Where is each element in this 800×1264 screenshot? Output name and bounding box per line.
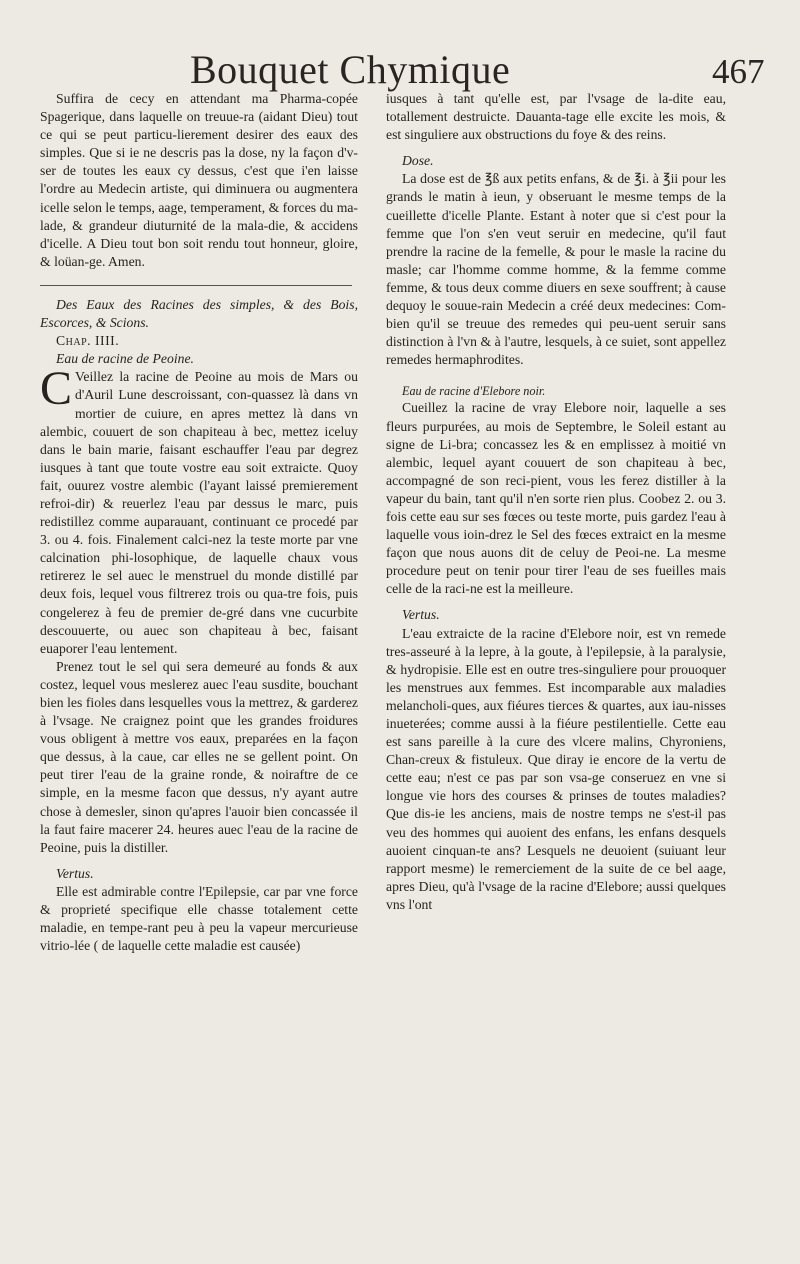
paragraph-elebore-virtues: L'eau extraicte de la racine d'Elebore noir, est vn remede tres-asseuré à la lepre, à la goute, à l'epilepsie, à la paralysie, & hydropisie. Elle est en outre tres-singuliere pour prouoquer les menstrues aux femmes. Est incomparable aux maladies melancholi-ques, aux fiéures tierces & quartes, aux iau-nisses inueterées; comme aussi à la fiéure pestilentielle. Cette eau est sans pareille à la cure des vlcere malins, Chyroniens, Chan-creux & fistuleux. Que diray ie encore de la vertu de cette eau; n'est ce pas par son vsa-ge conseruez en vne si longue vie hors des courses & prinses de toutes maladies? Que dis-ie les anciens, mais de nostre temps ne s'est-il pas veu des hommes qui auoient des enfans, les enfans desquels auoient cinquan-te ans? Lesquels ne deuoient (suiuant leur rapport mesme) le remerciement de la suite de ce bel aage, apres Dieu, qu'à l'vsage de la racine d'Elebore; aussi quelques vns l'ont (386, 625, 726, 912)
paragraph-peoine-preparation: CVeillez la racine de Peoine au mois de Mars ou d'Auril Lune descroissant, con-quassez là dans vn mortier de cuiure, en apres mettez là dans vn alembic, couuert de son chapiteau à bec, mettez iceluy dans le bain marie, faisant eschauffer l'eau par degrez iusques à tant que toute vostre eau soit extraicte. Quoy fait, ouurez vostre alembic (l'ayant laissé premierement refroi-dir) & reuerlez l'eau par dessus le marc, puis redistillez comme auparauant, continuant ce procedé par 3. ou 4. fois. Finalement calci-nez la teste morte par vne calcination phi-losophique, de laquelle chaux vous retirerez le sel auec le menstruel du monde distillé par deux fois, lequel vous filtrerez trois ou qua-tre fois, puis congelerez à feu de premier de-gré dans vne cucurbite descouuerte, ou auec son chapiteau à bec, faisant euaporer l'eau lentement. (40, 362, 358, 656)
paragraph-dose: La dose est de ℥ß aux petits enfans, & de ℥i. à ℥ii pour les grands le matin à ieun, y obseruant le mesme temps de la cueillette d'icelle Plante. Estant à noter que si c'est pour la femme que l'on s'en veut seruir en medecine, qu'il faut prendre la racine de la femelle, & pour le masle la racine du masle; car l'homme comme homme, & la femme comme femme, & tous deux comme diuers en sexe souffrent; à cause dequoy le souue-rain Medecin a créé deux medecines: Com-bien qu'il se treuue des remedes qui peu-uent seruir sans distinction à l'vn & à l'autre, lesquels, à ce suiet, sont appellez remedes hermaphrodites. (386, 171, 726, 368)
vertus-heading-peoine: Vertus. (56, 865, 94, 881)
right-column (386, 90, 726, 914)
recipe-heading-peoine: Eau de racine de Peoine. (56, 351, 194, 367)
page-number: 467 (712, 52, 765, 91)
chapter-heading: Chap. IIII. (56, 333, 120, 349)
closing-paragraph: Suffira de cecy en attendant ma Pharma-copée Spagerique, dans laquelle on treuue-ra (aidant Dieu) tout ce qui se peut particu-lierement desirer des eaux des simples. Que si ie ne descris pas la dose, ny la façon d'v-ser de toutes les eaux cy dessus, c'est que i'en laisse l'ordre au Medecin artiste, qui diminuera ou augmentera icelle selon le temps, aage, temperament, & forces du ma-lade, & grandeur diuturnité de la mala-die, & accidens d'icelle. A Dieu tout bon soit rendu tout honneur, gloire, & loüan-ge. Amen. (40, 91, 358, 269)
paragraph-peoine-salt: Prenez tout le sel qui sera demeuré au fonds & aux costez, lequel vous meslerez auec l'eau susdite, bouchant bien les fioles dans lesquelles vous la mettrez, & garderez à l'vsage. Ne craignez point que les grandes froidures vous obligent à mettre vos eaux, preparées en la façon que dessus, à la caue, car elles ne se gellent point. On peut tirer l'eau de la graine ronde, & noiraftre de ce simple, en la mesme facon que dessus, n'y ayant autre chose à demesler, sinon qu'apres l'auoir bien concassée il la faut faire macerer 24. heures auec l'eau de la racine de Peoine, puis la distiller. (40, 658, 358, 855)
page-header (0, 38, 800, 98)
section-heading: Des Eaux des Racines des simples, & des Bois, Escorces, & Scions. (40, 296, 358, 331)
running-title: Bouquet Chymique (190, 47, 511, 92)
paragraph-elebore-preparation: Cueillez la racine de vray Elebore noir, laquelle a ses fleurs purpurées, au mois de Septembre, le Soleil estant au signe de Li-bra; concassez les & en emplissez à moitié vn alembic, lequel ayant couuert de son chapiteau à bec, accompagné de son reci-pient, vous les ferez distiller à la vapeur du bain, tant qu'il n'en sorte rien plus. Coobez 2. ou 3. fois cette eau sur ses fœces ou teste morte, puis gardez l'eau à laquelle vous ioin-drez le Sel des fœces extraict en la mesme façon que nous auons dit de celuy de Peoi-ne. La mesme procedure peut on tenir pour tirer l'eau de ses fueilles mais celle de la raci-ne est la meilleure. (386, 400, 726, 597)
paragraph-peoine-virtues: Elle est admirable contre l'Epilepsie, car par vne force & proprieté specifique elle chasse totalement cette maladie, en tempe-rant peu à peu la vapeur mercurieuse vitrio-lée ( de laquelle cette maladie est causée) (40, 883, 358, 954)
recipe-heading-elebore: Eau de racine d'Elebore noir. (402, 384, 546, 399)
paragraph-continuation: iusques à tant qu'elle est, par l'vsage de la-dite eau, totallement destruicte. Dauanta-tage elle excite les mois, & est singuliere aux obstructions du foye & des reins. (386, 91, 726, 143)
left-column (40, 90, 358, 955)
vertus-heading-elebore: Vertus. (402, 607, 440, 623)
section-divider (40, 285, 352, 286)
dose-heading: Dose. (402, 153, 434, 169)
